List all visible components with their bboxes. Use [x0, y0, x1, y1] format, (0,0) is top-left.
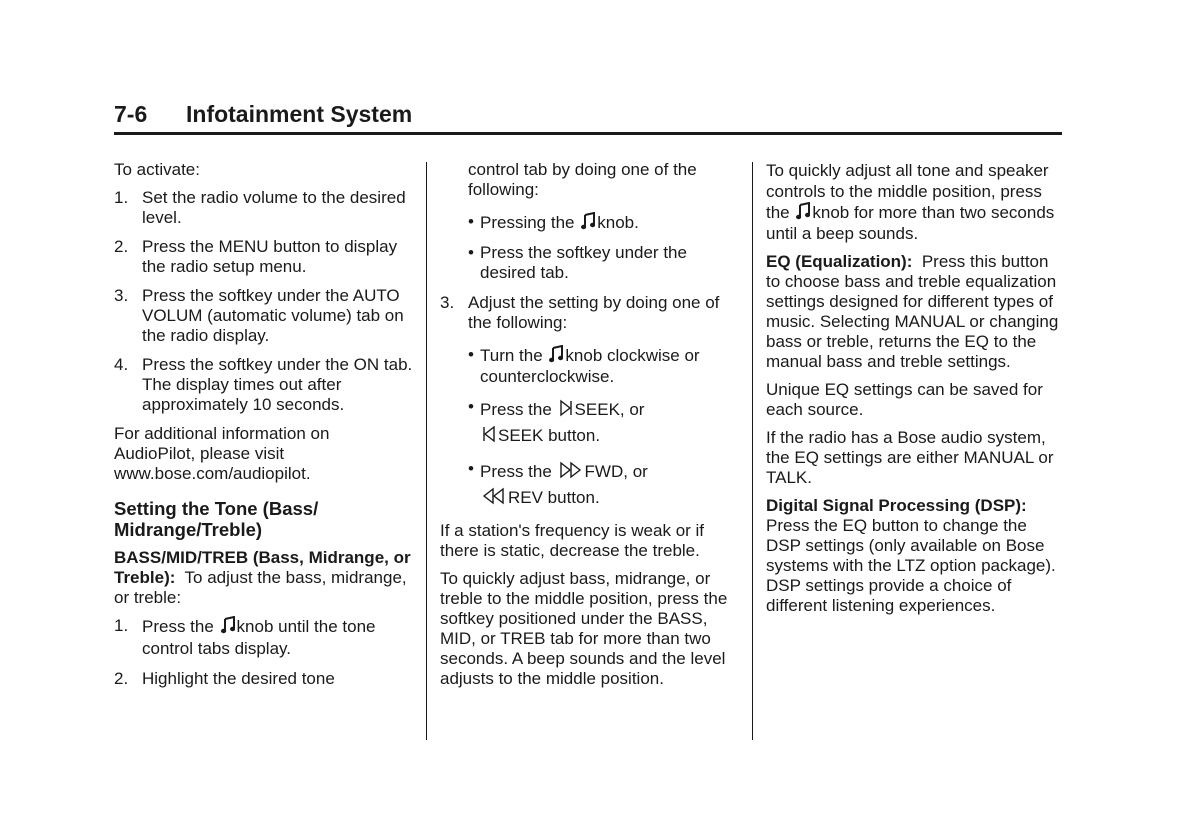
list-item: [440, 243, 740, 283]
step-text: Press the softkey under the ON tab. The display times out after approximately 10 seconds.: [142, 355, 413, 414]
list-item: [440, 397, 740, 449]
section-title: Infotainment System: [186, 101, 413, 127]
list-item: [440, 212, 740, 233]
bullet-text: Press the: [480, 400, 552, 419]
bullet: •: [468, 459, 474, 478]
bullet: •: [468, 212, 474, 231]
list-item: [114, 237, 414, 277]
bullet-text: REV button.: [508, 488, 600, 507]
step-number: 2.: [114, 237, 129, 256]
list-item: [114, 669, 414, 689]
column-1: [114, 160, 414, 698]
column-divider: [752, 162, 753, 740]
step-text: Press the: [142, 617, 214, 636]
list-item: [440, 459, 740, 511]
list-item: [114, 616, 414, 660]
step-text: Adjust the setting by doing one of the following:: [468, 293, 720, 332]
bass-lead: BASS/MID/TREB (Bass, Midrange, or Treble):: [114, 548, 411, 587]
continued-text: control tab by doing one of the following:: [468, 160, 697, 199]
bass-text: To adjust the bass, midrange, or treble:: [114, 568, 407, 607]
bose-eq-paragraph: If the radio has a Bose audio system, the EQ settings are either MANUAL or TALK.: [766, 428, 1054, 487]
step-number: 1.: [114, 616, 129, 635]
audiopilot-info: For additional information on AudioPilot, please visit www.bose.com/audiopilot.: [114, 424, 330, 483]
bullet: •: [468, 345, 474, 364]
bullet-text: knob clockwise or counterclockwise.: [480, 346, 700, 386]
step-text: knob until the tone control tabs display.: [142, 617, 376, 658]
bullet-text: knob.: [597, 213, 639, 232]
column-divider: [426, 162, 427, 740]
page-number: 7-6: [114, 101, 148, 127]
bullet-text: SEEK, or: [574, 400, 645, 419]
dsp-paragraph: Digital Signal Processing (DSP): Press the EQ button to change the DSP settings (only available on Bose systems with the LTZ option package). DSP settings provide a choice of different listening experiences.: [766, 496, 1056, 615]
bullet-text: Press the: [480, 462, 552, 481]
eq-lead: EQ (Equalization):: [766, 252, 913, 271]
list-item: [114, 188, 414, 228]
step-text: Press the softkey under the AUTO VOLUM (automatic volume) tab on the radio display.: [142, 286, 404, 345]
step-number: 1.: [114, 188, 129, 207]
list-item: [114, 355, 414, 415]
step-number: 4.: [114, 355, 129, 374]
adjust-steps: [440, 293, 740, 333]
bullet-text: Pressing the: [480, 213, 575, 232]
bullet: •: [468, 397, 474, 416]
step-number: 3.: [440, 293, 455, 312]
list-item: [440, 293, 740, 333]
activate-intro: To activate:: [114, 160, 200, 179]
dsp-lead: Digital Signal Processing (DSP):: [766, 496, 1027, 515]
rewind-icon: [482, 487, 506, 505]
tone-reset-paragraph: To quickly adjust all tone and speaker controls to the middle position, press the knob for more than two seconds until a beep sounds.: [766, 161, 1055, 243]
list-item: [440, 345, 740, 387]
fast-forward-icon: [559, 461, 583, 479]
list-item: [114, 286, 414, 346]
activate-steps: [114, 188, 414, 415]
step-number: 3.: [114, 286, 129, 305]
bass-paragraph: [114, 548, 414, 608]
bullet: •: [468, 243, 474, 262]
music-note-icon: [549, 345, 563, 363]
music-note-icon: [581, 212, 595, 230]
bullet-text: Press the softkey under the desired tab.: [480, 243, 687, 282]
step-number: 2.: [114, 669, 129, 688]
tone-steps: [114, 616, 414, 689]
eq-save-paragraph: Unique EQ settings can be saved for each source.: [766, 380, 1043, 419]
page-header: [114, 100, 1062, 135]
seek-up-icon: [559, 399, 573, 417]
music-note-icon: [796, 202, 810, 220]
step-text: Highlight the desired tone: [142, 669, 335, 688]
step-text: Set the radio volume to the desired level.: [142, 188, 406, 227]
middle-position-paragraph: To quickly adjust bass, midrange, or treble to the middle position, press the softkey positioned under the BASS, MID, or TREB tab for more than two seconds. A beep sounds and the level adjusts to the middle position.: [440, 569, 728, 688]
bullet-list: [440, 345, 740, 511]
treble-paragraph: If a station's frequency is weak or if there is static, decrease the treble.: [440, 521, 705, 560]
step-text: Press the MENU button to display the radio setup menu.: [142, 237, 398, 276]
music-note-icon: [221, 616, 235, 634]
bullet-list: [440, 212, 740, 283]
bullet-text: Turn the: [480, 346, 543, 365]
eq-paragraph: EQ (Equalization): Press this button to choose bass and treble equalization settings designed for different types of music. Selecting MANUAL or changing bass or treble, returns the EQ to the manual bass and treble settings.: [766, 252, 1059, 371]
seek-down-icon: [482, 425, 496, 443]
bullet-text: SEEK button.: [498, 426, 601, 445]
column-3: [766, 160, 1066, 624]
bullet-text: FWD, or: [584, 462, 648, 481]
column-2: [440, 160, 740, 697]
tone-heading: Setting the Tone (Bass/ Midrange/Treble): [114, 498, 319, 540]
